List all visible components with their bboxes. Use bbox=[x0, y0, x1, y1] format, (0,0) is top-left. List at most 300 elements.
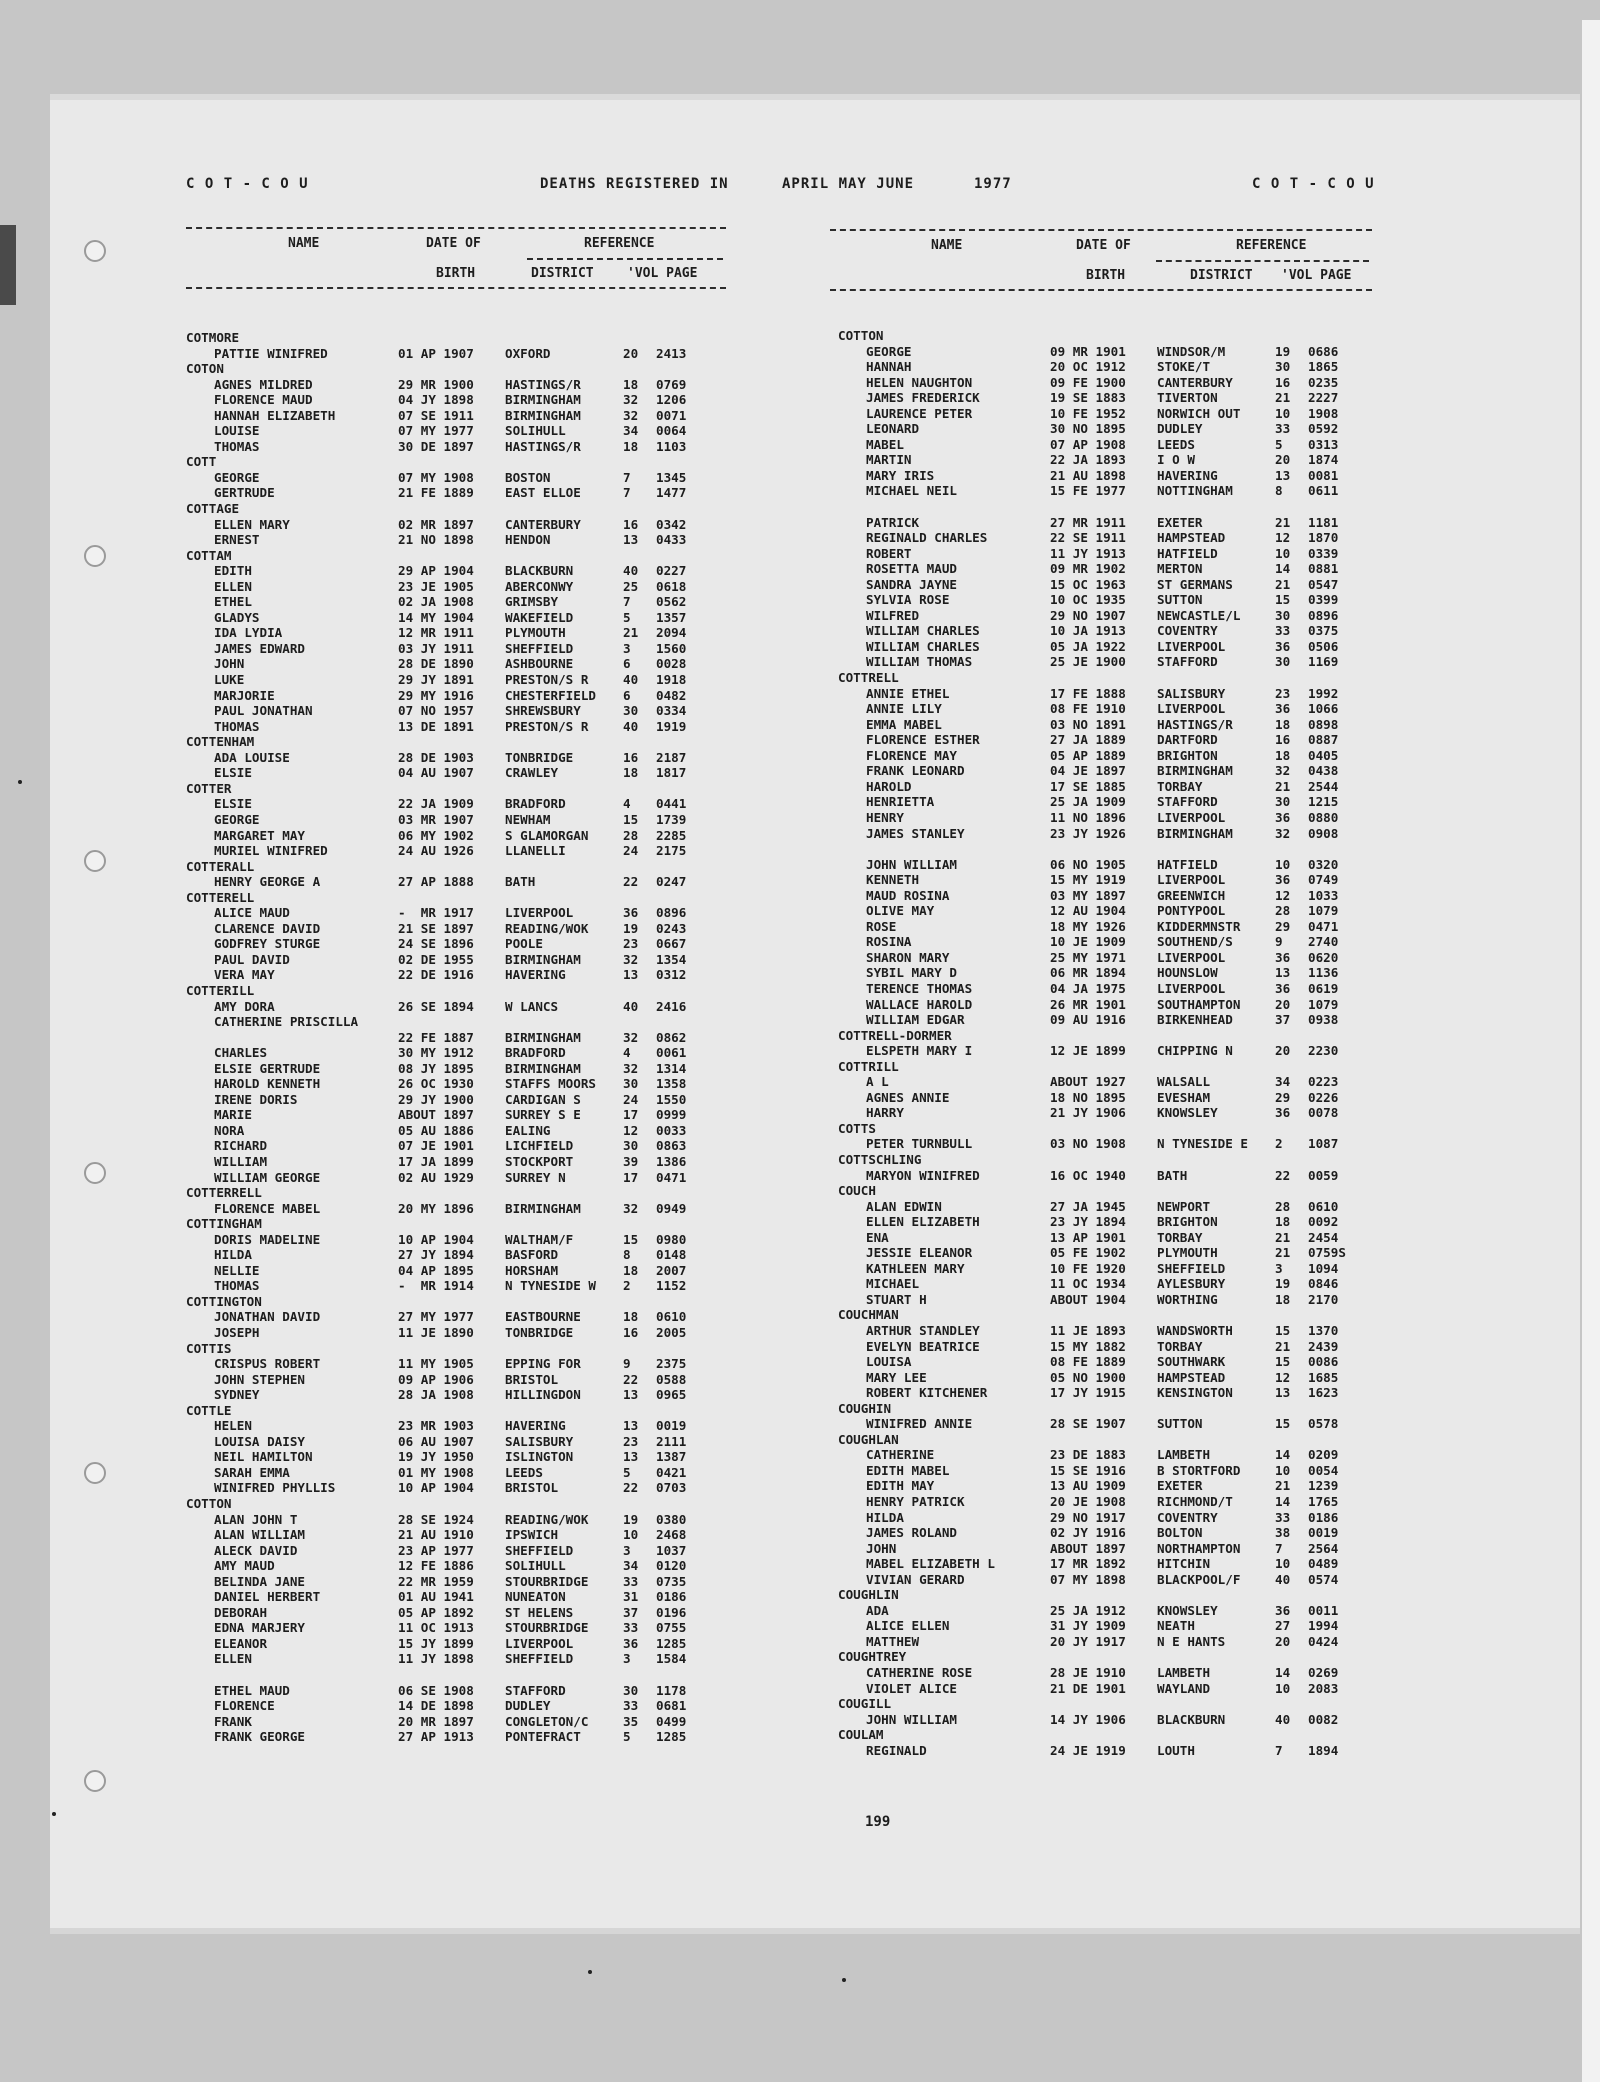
given-names: ROBERT KITCHENER bbox=[866, 1385, 988, 1401]
page-number-ref: 0862 bbox=[656, 1029, 687, 1045]
date-of-birth: 30 MY 1912 bbox=[398, 1045, 474, 1061]
volume-number: 17 bbox=[623, 1169, 639, 1185]
volume-number: 13 bbox=[1275, 965, 1291, 981]
date-of-birth: 24 SE 1896 bbox=[398, 936, 474, 952]
given-names: LUKE bbox=[214, 672, 245, 688]
given-names: MARY LEE bbox=[866, 1369, 927, 1385]
registration-district: EALING bbox=[505, 1122, 551, 1138]
given-names: MABEL bbox=[866, 436, 904, 452]
given-names: HILDA bbox=[866, 1509, 904, 1525]
registration-district: HAVERING bbox=[505, 1418, 566, 1434]
volume-number: 36 bbox=[1275, 872, 1291, 888]
volume-number: 30 bbox=[1275, 359, 1291, 375]
registration-district: CANTERBURY bbox=[505, 516, 581, 532]
registration-district: SOUTHEND/S bbox=[1157, 934, 1233, 950]
page-number-ref: 0965 bbox=[656, 1387, 687, 1403]
volume-number: 16 bbox=[1275, 374, 1291, 390]
page-number-ref: 2170 bbox=[1308, 1291, 1339, 1307]
page-number-ref: 1215 bbox=[1308, 794, 1339, 810]
page-number-ref: 0235 bbox=[1308, 374, 1339, 390]
given-names: FLORENCE MABEL bbox=[214, 1200, 321, 1216]
punch-hole bbox=[84, 545, 106, 567]
page-number-ref: 2230 bbox=[1308, 1043, 1339, 1059]
given-names: ALAN EDWIN bbox=[866, 1198, 942, 1214]
registration-district: SALISBURY bbox=[505, 1433, 574, 1449]
given-names: REGINALD CHARLES bbox=[866, 530, 988, 546]
page-number-ref: 0243 bbox=[656, 920, 687, 936]
registration-district: TORBAY bbox=[1157, 778, 1203, 794]
punch-hole bbox=[84, 1770, 106, 1792]
date-of-birth: 20 JE 1908 bbox=[1050, 1494, 1126, 1510]
page-number-ref: 0735 bbox=[656, 1573, 687, 1589]
date-of-birth: 02 JY 1916 bbox=[1050, 1525, 1126, 1541]
date-of-birth: 05 JA 1922 bbox=[1050, 638, 1126, 654]
volume-number: 34 bbox=[623, 1558, 639, 1574]
date-of-birth: 22 SE 1911 bbox=[1050, 530, 1126, 546]
registration-district: LIVERPOOL bbox=[1157, 638, 1226, 654]
page-number-ref: 0880 bbox=[1308, 809, 1339, 825]
registration-district: PLYMOUTH bbox=[505, 625, 566, 641]
page-number-ref: 0471 bbox=[1308, 918, 1339, 934]
given-names: ALECK DAVID bbox=[214, 1542, 298, 1558]
volume-number: 22 bbox=[1275, 1167, 1291, 1183]
registration-district: LIVERPOOL bbox=[1157, 980, 1226, 996]
volume-number: 7 bbox=[623, 469, 631, 485]
date-of-birth: 14 JY 1906 bbox=[1050, 1711, 1126, 1727]
registration-district: LAMBETH bbox=[1157, 1665, 1211, 1681]
volume-number: 40 bbox=[1275, 1711, 1291, 1727]
date-of-birth: 28 DE 1903 bbox=[398, 749, 474, 765]
page-number-ref: 1992 bbox=[1308, 685, 1339, 701]
page-number-ref: 0619 bbox=[1308, 980, 1339, 996]
date-of-birth: 05 FE 1902 bbox=[1050, 1245, 1126, 1261]
given-names: NORA bbox=[214, 1122, 245, 1138]
page-number-ref: 1103 bbox=[656, 438, 687, 454]
volume-number: 33 bbox=[623, 1698, 639, 1714]
district-column-heading: DISTRICT bbox=[531, 266, 594, 281]
page-number-ref: 1584 bbox=[656, 1651, 687, 1667]
registration-district: HAMPSTEAD bbox=[1157, 1369, 1226, 1385]
page-number-ref: 0196 bbox=[656, 1604, 687, 1620]
date-of-birth: 07 NO 1957 bbox=[398, 703, 474, 719]
volume-number: 17 bbox=[623, 1107, 639, 1123]
header-rule bbox=[830, 289, 1372, 291]
volume-number: 32 bbox=[623, 951, 639, 967]
given-names: MAUD ROSINA bbox=[866, 887, 950, 903]
volume-number: 28 bbox=[623, 827, 639, 843]
registration-district: DARTFORD bbox=[1157, 732, 1218, 748]
surname: COTTERILL bbox=[186, 982, 255, 998]
date-of-birth: 10 JE 1909 bbox=[1050, 934, 1126, 950]
volume-number: 5 bbox=[623, 1729, 631, 1745]
date-of-birth: 02 AU 1929 bbox=[398, 1169, 474, 1185]
given-names: ELSPETH MARY I bbox=[866, 1043, 973, 1059]
date-of-birth: 30 DE 1897 bbox=[398, 438, 474, 454]
given-names: HENRIETTA bbox=[866, 794, 935, 810]
page-number-ref: 1386 bbox=[656, 1153, 687, 1169]
date-of-birth: 18 NO 1895 bbox=[1050, 1089, 1126, 1105]
registration-district: BRISTOL bbox=[505, 1480, 559, 1496]
page-number-ref: 0433 bbox=[656, 532, 687, 548]
volume-number: 21 bbox=[1275, 514, 1291, 530]
surname: COTTON bbox=[186, 1496, 232, 1512]
header-quarter: APRIL MAY JUNE bbox=[782, 176, 915, 192]
registration-district: HAVERING bbox=[505, 967, 566, 983]
volume-number: 18 bbox=[1275, 1291, 1291, 1307]
date-of-birth: 06 MR 1894 bbox=[1050, 965, 1126, 981]
date-of-birth: - MR 1914 bbox=[398, 1278, 474, 1294]
given-names: FLORENCE MAY bbox=[866, 747, 957, 763]
registration-district: SHEFFIELD bbox=[505, 1651, 574, 1667]
registration-district: STOURBRIDGE bbox=[505, 1573, 589, 1589]
volume-number: 34 bbox=[623, 423, 639, 439]
given-names: JOSEPH bbox=[214, 1325, 260, 1340]
page-number-ref: 0938 bbox=[1308, 1012, 1339, 1028]
date-of-birth: 20 MY 1896 bbox=[398, 1200, 474, 1216]
given-names: ETHEL bbox=[214, 594, 252, 610]
volume-number: 18 bbox=[623, 438, 639, 454]
volume-number: 16 bbox=[623, 1325, 639, 1340]
surname: COTTAM bbox=[186, 547, 232, 563]
registration-district: NORTHAMPTON bbox=[1157, 1540, 1241, 1556]
volume-number: 36 bbox=[1275, 1602, 1291, 1618]
given-names: AMY DORA bbox=[214, 998, 275, 1014]
surname: COTTRILL bbox=[838, 1058, 899, 1074]
registration-district: B STORTFORD bbox=[1157, 1462, 1241, 1478]
volume-number: 13 bbox=[623, 967, 639, 983]
surname: COTTERRELL bbox=[186, 1185, 262, 1201]
date-of-birth: 28 JA 1908 bbox=[398, 1387, 474, 1403]
page-number-ref: 0421 bbox=[656, 1464, 687, 1480]
registration-district: KIDDERMNSTR bbox=[1157, 918, 1241, 934]
volume-number: 18 bbox=[623, 1262, 639, 1278]
given-names: RICHARD bbox=[214, 1138, 268, 1154]
volume-number: 33 bbox=[1275, 623, 1291, 639]
date-of-birth: 22 JA 1909 bbox=[398, 796, 474, 812]
volume-number: 15 bbox=[623, 1231, 639, 1247]
surname: COUCHMAN bbox=[838, 1307, 899, 1323]
registration-district: N TYNESIDE W bbox=[505, 1278, 596, 1294]
given-names: ELSIE GERTRUDE bbox=[214, 1060, 321, 1076]
given-names: FLORENCE bbox=[214, 1698, 275, 1714]
date-of-birth: 09 MR 1901 bbox=[1050, 343, 1126, 359]
date-of-birth: 19 SE 1883 bbox=[1050, 390, 1126, 406]
volume-number: 19 bbox=[623, 920, 639, 936]
volume-number: 19 bbox=[1275, 1276, 1291, 1292]
given-names: ARTHUR STANDLEY bbox=[866, 1323, 980, 1338]
page-number-ref: 2094 bbox=[656, 625, 687, 641]
given-names: ALAN JOHN T bbox=[214, 1511, 298, 1527]
volume-number: 36 bbox=[623, 1635, 639, 1651]
volume-number: 10 bbox=[1275, 1556, 1291, 1572]
date-of-birth: 02 DE 1955 bbox=[398, 951, 474, 967]
given-names: MARTIN bbox=[866, 452, 912, 468]
date-of-birth: 15 JY 1899 bbox=[398, 1635, 474, 1651]
given-names: NELLIE bbox=[214, 1262, 260, 1278]
given-names: ROBERT bbox=[866, 545, 912, 561]
registration-district: BIRMINGHAM bbox=[1157, 825, 1233, 841]
volume-number: 16 bbox=[623, 749, 639, 765]
page-number: 199 bbox=[865, 1814, 891, 1830]
volume-number: 15 bbox=[1275, 1354, 1291, 1370]
volume-number: 5 bbox=[623, 609, 631, 625]
volume-number: 39 bbox=[623, 1153, 639, 1169]
volume-number: 6 bbox=[623, 687, 631, 703]
volume-number: 21 bbox=[1275, 1245, 1291, 1261]
given-names: ANNIE LILY bbox=[866, 701, 942, 717]
date-of-birth: 27 MY 1977 bbox=[398, 1309, 474, 1325]
date-of-birth: 17 SE 1885 bbox=[1050, 778, 1126, 794]
given-names: ELLEN MARY bbox=[214, 516, 290, 532]
date-of-birth: 29 JY 1891 bbox=[398, 672, 474, 688]
header-year: 1977 bbox=[974, 176, 1012, 192]
registration-district: DUDLEY bbox=[1157, 421, 1203, 437]
registration-district: WINDSOR/M bbox=[1157, 343, 1226, 359]
volume-number: 33 bbox=[623, 1573, 639, 1589]
date-of-birth: 22 MR 1959 bbox=[398, 1573, 474, 1589]
page-number-ref: 0227 bbox=[656, 563, 687, 579]
registration-district: CARDIGAN S bbox=[505, 1091, 581, 1107]
scan-speck bbox=[18, 780, 22, 784]
given-names: JAMES FREDERICK bbox=[866, 390, 980, 406]
registration-district: BLACKPOOL/F bbox=[1157, 1571, 1241, 1587]
date-of-birth: 23 JY 1894 bbox=[1050, 1214, 1126, 1230]
date-of-birth: 31 JY 1909 bbox=[1050, 1618, 1126, 1634]
date-of-birth: 28 SE 1924 bbox=[398, 1511, 474, 1527]
registration-district: CONGLETON/C bbox=[505, 1713, 589, 1729]
given-names: MARJORIE bbox=[214, 687, 275, 703]
scanner-edge-strip bbox=[1582, 20, 1600, 2082]
registration-district: EPPING FOR bbox=[505, 1356, 581, 1372]
date-of-birth: 11 JE 1893 bbox=[1050, 1323, 1126, 1338]
volume-number: 15 bbox=[1275, 592, 1291, 608]
registration-district: BIRMINGHAM bbox=[505, 1200, 581, 1216]
page-number-ref: 1079 bbox=[1308, 996, 1339, 1012]
page-number-ref: 0019 bbox=[1308, 1525, 1339, 1541]
date-of-birth: 04 AP 1895 bbox=[398, 1262, 474, 1278]
registration-district: BLACKBURN bbox=[1157, 1711, 1226, 1727]
page-number-ref: 2544 bbox=[1308, 778, 1339, 794]
date-of-birth: 21 SE 1897 bbox=[398, 920, 474, 936]
registration-district: SALISBURY bbox=[1157, 685, 1226, 701]
volume-number: 21 bbox=[1275, 390, 1291, 406]
name-column-heading: NAME bbox=[288, 236, 320, 251]
volume-number: 20 bbox=[1275, 996, 1291, 1012]
volume-number: 7 bbox=[1275, 1540, 1283, 1556]
given-names: HENRY PATRICK bbox=[866, 1494, 965, 1510]
given-names: PATRICK bbox=[866, 514, 920, 530]
volume-number: 10 bbox=[1275, 1680, 1291, 1696]
registration-district: KNOWSLEY bbox=[1157, 1602, 1218, 1618]
volume-number: 30 bbox=[623, 1682, 639, 1698]
date-of-birth: 17 JA 1899 bbox=[398, 1153, 474, 1169]
date-of-birth: 07 AP 1908 bbox=[1050, 436, 1126, 452]
registration-district: HASTINGS/R bbox=[505, 376, 581, 392]
given-names: BELINDA JANE bbox=[214, 1573, 305, 1589]
volume-number: 10 bbox=[623, 1527, 639, 1543]
given-names: AMY MAUD bbox=[214, 1558, 275, 1574]
registration-district: MERTON bbox=[1157, 561, 1203, 577]
registration-district: HASTINGS/R bbox=[505, 438, 581, 454]
volume-number: 7 bbox=[623, 594, 631, 610]
volume-number: 7 bbox=[1275, 1742, 1283, 1758]
given-names: AGNES MILDRED bbox=[214, 376, 313, 392]
date-of-birth: 28 JE 1910 bbox=[1050, 1665, 1126, 1681]
binder-tab bbox=[0, 225, 16, 305]
registration-district: NORWICH OUT bbox=[1157, 405, 1241, 421]
date-of-birth: 02 JA 1908 bbox=[398, 594, 474, 610]
volume-number: 16 bbox=[1275, 732, 1291, 748]
page-number-ref: 1765 bbox=[1308, 1494, 1339, 1510]
page-number-ref: 1285 bbox=[656, 1635, 687, 1651]
given-names: ELLEN bbox=[214, 578, 252, 594]
volume-number: 7 bbox=[623, 485, 631, 501]
date-of-birth: 07 MY 1977 bbox=[398, 423, 474, 439]
volume-number: 6 bbox=[623, 656, 631, 672]
registration-district: COVENTRY bbox=[1157, 1509, 1218, 1525]
date-of-birth: 15 MY 1919 bbox=[1050, 872, 1126, 888]
date-of-birth: 28 SE 1907 bbox=[1050, 1416, 1126, 1432]
page-number-ref: 1685 bbox=[1308, 1369, 1339, 1385]
date-of-birth: 14 DE 1898 bbox=[398, 1698, 474, 1714]
registration-district: BATH bbox=[505, 874, 536, 890]
given-names: CLARENCE DAVID bbox=[214, 920, 321, 936]
punch-hole bbox=[84, 240, 106, 262]
given-names: VERA MAY bbox=[214, 967, 275, 983]
date-of-birth: 26 SE 1894 bbox=[398, 998, 474, 1014]
registration-district: WAKEFIELD bbox=[505, 609, 574, 625]
given-names: JOHN bbox=[866, 1540, 897, 1556]
page-number-ref: 0999 bbox=[656, 1107, 687, 1123]
volume-number: 5 bbox=[1275, 436, 1283, 452]
registration-district: PONTEFRACT bbox=[505, 1729, 581, 1745]
registration-district: KENSINGTON bbox=[1157, 1385, 1233, 1401]
volume-number: 12 bbox=[1275, 887, 1291, 903]
registration-district: BASFORD bbox=[505, 1247, 559, 1263]
given-names: GODFREY STURGE bbox=[214, 936, 321, 952]
registration-district: OXFORD bbox=[505, 345, 551, 361]
date-of-birth: 12 MR 1911 bbox=[398, 625, 474, 641]
given-names: FRANK LEONARD bbox=[866, 763, 965, 779]
registration-district: GREENWICH bbox=[1157, 887, 1226, 903]
page-number-ref: 2564 bbox=[1308, 1540, 1339, 1556]
given-names: FLORENCE MAUD bbox=[214, 392, 313, 408]
page-number-ref: 0667 bbox=[656, 936, 687, 952]
given-names: MARGARET MAY bbox=[214, 827, 305, 843]
registration-district: BRADFORD bbox=[505, 1045, 566, 1061]
given-names: EDNA MARJERY bbox=[214, 1620, 305, 1636]
page-number-ref: 0186 bbox=[656, 1589, 687, 1605]
registration-district: PRESTON/S R bbox=[505, 718, 589, 734]
registration-district: BOLTON bbox=[1157, 1525, 1203, 1541]
given-names: HANNAH bbox=[866, 359, 912, 375]
given-names: ELSIE bbox=[214, 765, 252, 781]
given-names: VIOLET ALICE bbox=[866, 1680, 957, 1696]
page-number-ref: 0574 bbox=[1308, 1571, 1339, 1587]
volume-number: 30 bbox=[623, 703, 639, 719]
volume-number: 18 bbox=[623, 765, 639, 781]
volume-number: 16 bbox=[623, 516, 639, 532]
header-rule bbox=[186, 227, 726, 229]
surname: COUGHLAN bbox=[838, 1431, 899, 1447]
registration-district: LIVERPOOL bbox=[505, 1635, 574, 1651]
registration-district: HASTINGS/R bbox=[1157, 716, 1233, 732]
volume-number: 9 bbox=[1275, 934, 1283, 950]
page-number-ref: 1206 bbox=[656, 392, 687, 408]
given-names: THOMAS bbox=[214, 438, 260, 454]
volume-number: 12 bbox=[623, 1122, 639, 1138]
surname: COUGHLIN bbox=[838, 1587, 899, 1603]
given-names: JOHN bbox=[214, 656, 245, 672]
registration-district: SUTTON bbox=[1157, 592, 1203, 608]
date-of-birth: 24 JE 1919 bbox=[1050, 1742, 1126, 1758]
page-number-ref: 0749 bbox=[1308, 872, 1339, 888]
registration-district: EAST ELLOE bbox=[505, 485, 581, 501]
given-names: SYLVIA ROSE bbox=[866, 592, 950, 608]
date-of-birth: 04 JE 1897 bbox=[1050, 763, 1126, 779]
given-names: REGINALD bbox=[866, 1742, 927, 1758]
page-number-ref: 0054 bbox=[1308, 1462, 1339, 1478]
date-of-birth: 23 DE 1883 bbox=[1050, 1447, 1126, 1463]
date-of-birth: 06 SE 1908 bbox=[398, 1682, 474, 1698]
registration-district: N TYNESIDE E bbox=[1157, 1136, 1248, 1152]
volume-number: 40 bbox=[623, 563, 639, 579]
registration-district: ABERCONWY bbox=[505, 578, 574, 594]
vol-page-column-heading: 'VOL PAGE bbox=[1281, 268, 1352, 283]
page-number-ref: 0186 bbox=[1308, 1509, 1339, 1525]
page-number-ref: 1870 bbox=[1308, 530, 1339, 546]
registration-district: STOCKPORT bbox=[505, 1153, 574, 1169]
registration-district: LLANELLI bbox=[505, 843, 566, 859]
page-number-ref: 0071 bbox=[656, 407, 687, 423]
registration-district: HILLINGDON bbox=[505, 1387, 581, 1403]
given-names: CATHERINE bbox=[866, 1447, 935, 1463]
surname: COTTINGHAM bbox=[186, 1216, 262, 1232]
volume-number: 36 bbox=[1275, 1105, 1291, 1121]
given-names: HILDA bbox=[214, 1247, 252, 1263]
registration-district: BIRMINGHAM bbox=[505, 392, 581, 408]
page-number-ref: 1239 bbox=[1308, 1478, 1339, 1494]
volume-number: 30 bbox=[623, 1138, 639, 1154]
date-of-birth: 27 AP 1913 bbox=[398, 1729, 474, 1745]
page-number-ref: 0223 bbox=[1308, 1074, 1339, 1090]
page-number-ref: 0896 bbox=[656, 905, 687, 921]
page-number-ref: 1152 bbox=[656, 1278, 687, 1294]
date-of-column-heading: DATE OF bbox=[1076, 238, 1131, 253]
volume-number: 36 bbox=[1275, 949, 1291, 965]
registration-district: NEWPORT bbox=[1157, 1198, 1211, 1214]
volume-number: 32 bbox=[1275, 763, 1291, 779]
date-of-birth: 21 AU 1898 bbox=[1050, 467, 1126, 483]
date-of-birth: 22 JA 1893 bbox=[1050, 452, 1126, 468]
surname: COTTAGE bbox=[186, 501, 240, 517]
given-names: WILLIAM THOMAS bbox=[866, 654, 973, 670]
volume-number: 23 bbox=[623, 1433, 639, 1449]
date-of-birth: 21 FE 1889 bbox=[398, 485, 474, 501]
page-number-ref: 1136 bbox=[1308, 965, 1339, 981]
date-of-birth: 06 NO 1905 bbox=[1050, 856, 1126, 872]
registration-district: LIVERPOOL bbox=[1157, 949, 1226, 965]
page-number-ref: 1865 bbox=[1308, 359, 1339, 375]
registration-district: NUNEATON bbox=[505, 1589, 566, 1605]
volume-number: 21 bbox=[1275, 1338, 1291, 1354]
volume-number: 36 bbox=[1275, 980, 1291, 996]
date-of-birth: 11 MY 1905 bbox=[398, 1356, 474, 1372]
volume-number: 28 bbox=[1275, 1198, 1291, 1214]
registration-district: SHEFFIELD bbox=[1157, 1260, 1226, 1276]
registration-district: CANTERBURY bbox=[1157, 374, 1233, 390]
date-of-birth: 10 FE 1920 bbox=[1050, 1260, 1126, 1276]
